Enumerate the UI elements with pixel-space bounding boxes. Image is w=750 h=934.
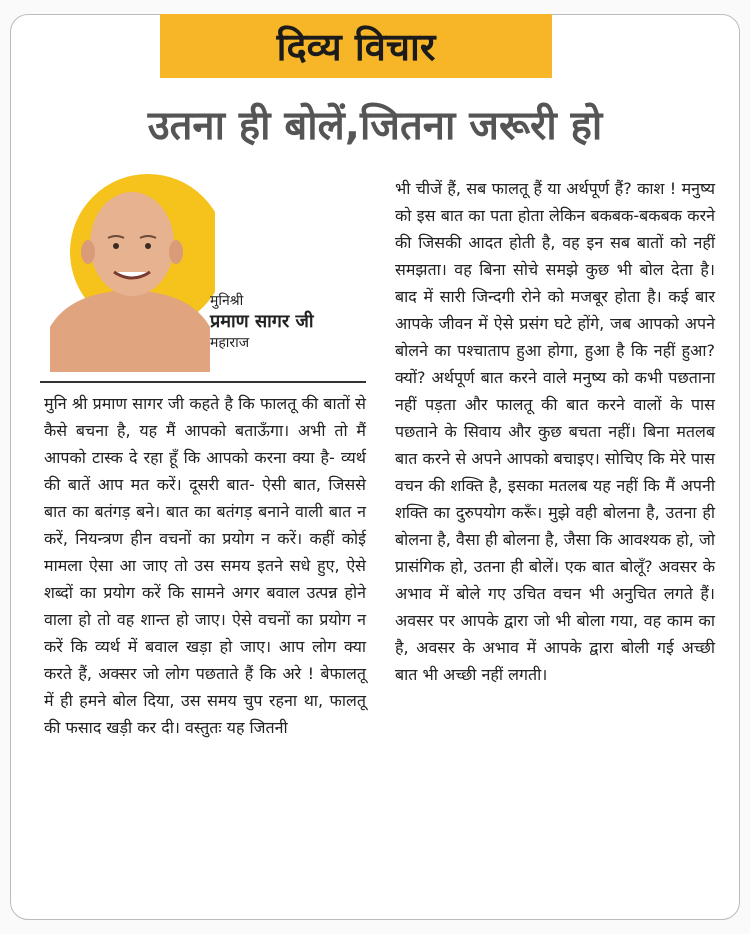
- author-portrait: [40, 172, 215, 372]
- byline-suffix: महाराज: [210, 334, 250, 351]
- article-headline: उतना ही बोलें,जितना जरूरी हो: [147, 103, 603, 149]
- section-banner: [160, 14, 552, 78]
- portrait-head: [90, 192, 174, 296]
- author-name: प्रमाण सागर जी: [210, 311, 314, 333]
- column-divider: [40, 381, 366, 383]
- article-column-right: भी चीजें हैं, सब फालतू हैं या अर्थपूर्ण हैं? काश ! मनुष्य को इस बात का पता होता लेकिन बकबक-बकबक करने की जिसकी आदत होती है, वह इन सब बातों को नहीं समझता। वह बिना सोचे समझे कुछ भी बोल देता है। बाद में सारी जिन्दगी रोने को मजबूर होता है। कई बार आपके जीवन में ऐसे प्रसंग घटे होंगे, जब आपको अपने बोलने का पश्चाताप हुआ होगा, हुआ है कि नहीं हुआ? क्यों? अर्थपूर्ण बात करने वाले मनुष्य को कभी पछताना नहीं पड़ता और फालतू की बात करने वालों के पास पछताने के सिवाय और कुछ बचता नहीं। बिना मतलब बात करने से अपने आपको बचाइए। सोचिए कि मेरे पास वचन की शक्ति है, इसका मतलब यह नहीं कि मैं अपनी शक्ति का दुरुपयोग करूँ। मुझे वही बोलना है, उतना ही बोलना है, वैसा ही बोलना है, जैसा कि आवश्यक हो, जो प्रासंगिक हो, उतना ही बोलें। एक बात बोलूँ? अवसर के अभाव में बोले गए उचित वचन भी अनुचित लगते हैं। अवसर पर आपके द्वारा जो भी बोला गया, वह काम का है, अवसर के अभाव में आपके द्वारा बोली गई अच्छी बात भी अच्छी नहीं लगती।: [395, 179, 715, 684]
- byline-prefix: मुनिश्री: [210, 293, 244, 309]
- author-byline: [210, 292, 314, 352]
- article-column-left: मुनि श्री प्रमाण सागर जी कहते है कि फालतू की बातों से कैसे बचना है, यह मैं आपको बताऊँगा। अभी तो मैं आपको टास्क दे रहा हूँ कि आपको करना क्या है- व्यर्थ की बातें आप मत करें। दूसरी बात- ऐसी बात, जिससे बात का बतंगड़ बने। बात का बतंगड़ बनाने वाली बात न करें, नियन्त्रण हीन वचनों का प्रयोग न करें। कहीं कोई मामला ऐसा आ जाए तो उस समय इतने सधे हुए, ऐसे शब्दों का प्रयोग करें कि सामने अगर बवाल उत्पन्न होने वाला हो तो वह शान्त हो जाए। ऐसे वचनों का प्रयोग न करें कि व्यर्थ में बवाल खड़ा हो जाए। आप लोग क्या करते हैं, अक्सर जो लोग पछताते हैं कि अरे ! बेफालतू में ही हमने बोल दिया, उस समय चुप रहना था, फालतू की फसाद खड़ी कर दी। वस्तुतः यह जितनी: [44, 394, 366, 737]
- section-title: दिव्य विचार: [276, 25, 436, 69]
